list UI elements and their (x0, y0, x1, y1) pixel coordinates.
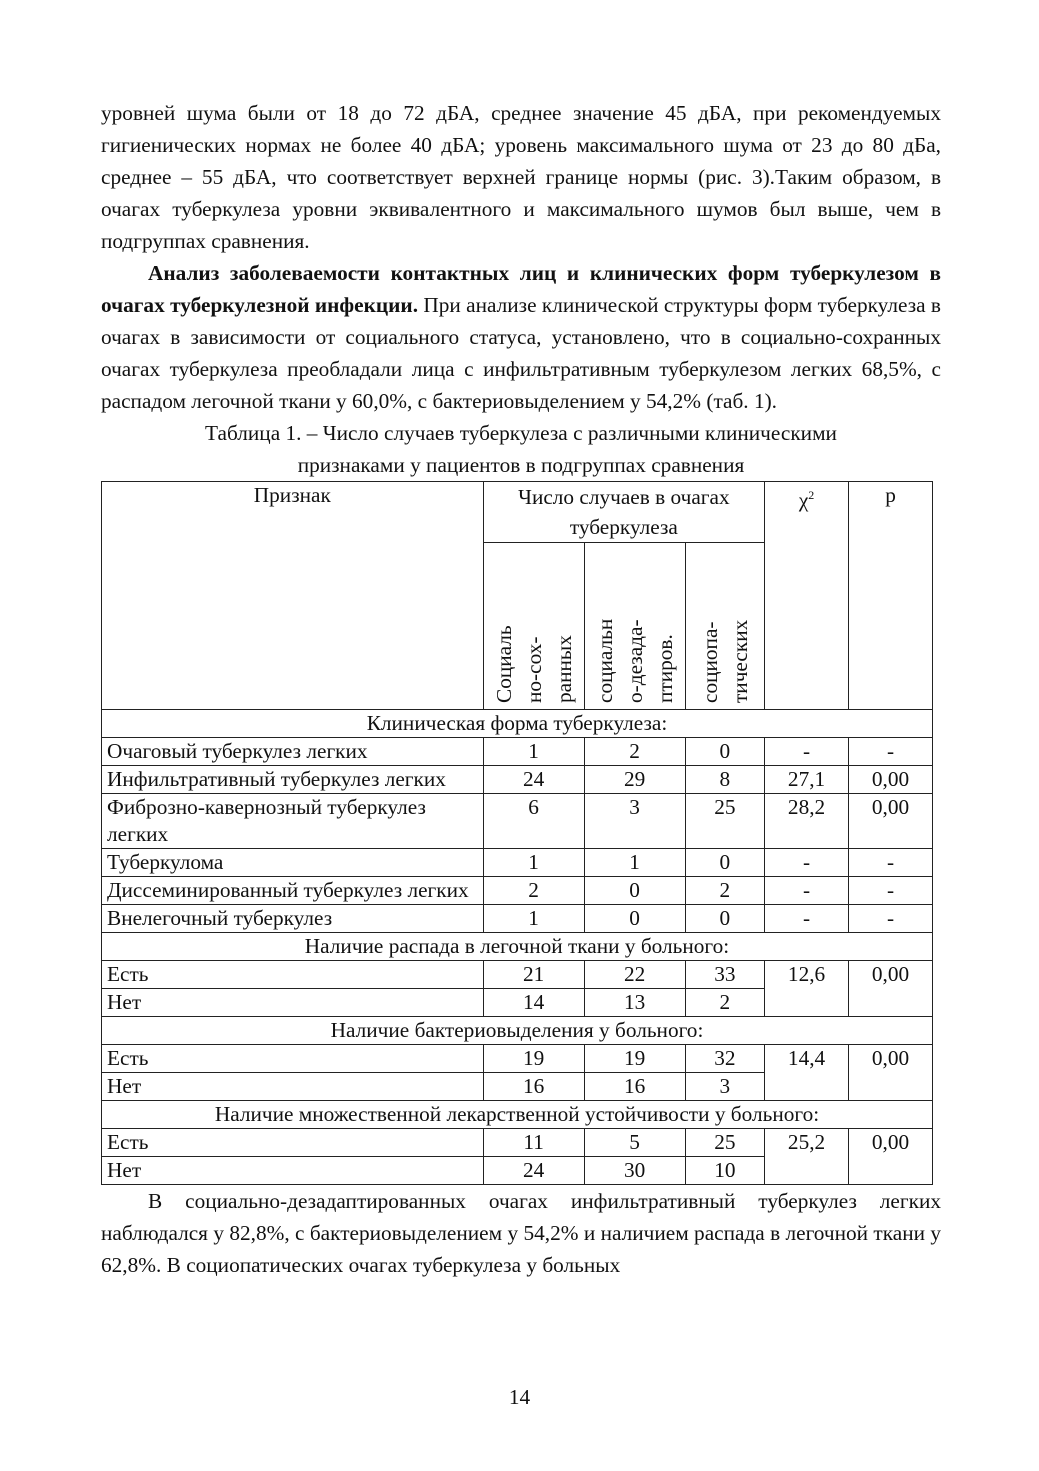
section-title: Наличие бактериовыделения у больного: (102, 1017, 933, 1045)
cell-c3: 0 (685, 849, 765, 877)
cell-c1: 1 (483, 905, 584, 933)
cell-c1: 19 (483, 1045, 584, 1073)
cell-chi: - (765, 877, 849, 905)
cell-p: - (849, 877, 933, 905)
row-label: Фиброзно-кавернозный туберкулез легких (102, 794, 484, 849)
analysis-text: При анализе клинической структуры форм туберкулеза в очагах в зависимости от социального статуса, установлено, что в социально-сохранных очагах туберкулеза преобладали лица с инфильтративным туберкулезом легких 68,5%, с распадом легочной ткани у 60,0%, с бактериовыделением у 54,2% (таб. 1). (101, 293, 941, 413)
cell-c3: 10 (685, 1157, 765, 1185)
cell-c2: 29 (584, 766, 685, 794)
cell-c1: 16 (483, 1073, 584, 1101)
cell-c2: 30 (584, 1157, 685, 1185)
table-row (102, 738, 933, 766)
cell-chi: 12,6 (765, 961, 849, 1017)
table-caption-line1: Таблица 1. – Число случаев туберкулеза с различными клиническими (205, 421, 837, 445)
table-row (102, 961, 933, 989)
header-p: р (849, 482, 933, 710)
table-header-row (102, 482, 933, 543)
header-chi (765, 482, 849, 710)
cell-c3: 2 (685, 877, 765, 905)
cell-p: 0,00 (849, 794, 933, 849)
row-label: Есть (102, 961, 484, 989)
cell-p: 0,00 (849, 961, 933, 1017)
cell-p: - (849, 738, 933, 766)
cell-p: 0,00 (849, 1129, 933, 1185)
header-feature: Признак (102, 482, 484, 710)
cell-c2: 16 (584, 1073, 685, 1101)
cell-c3: 0 (685, 738, 765, 766)
cell-c1: 6 (483, 794, 584, 849)
cell-c2: 19 (584, 1045, 685, 1073)
table-row (102, 1129, 933, 1157)
cell-c1: 2 (483, 877, 584, 905)
row-label: Есть (102, 1129, 484, 1157)
header-col3-text: социопа- тических (697, 619, 752, 703)
cell-c3: 32 (685, 1045, 765, 1073)
cell-chi: 14,4 (765, 1045, 849, 1101)
cell-p: 0,00 (849, 1045, 933, 1101)
row-label: Очаговый туберкулез легких (102, 738, 484, 766)
row-label: Нет (102, 1073, 484, 1101)
cell-c3: 33 (685, 961, 765, 989)
header-col1 (483, 543, 584, 710)
cell-chi: 28,2 (765, 794, 849, 849)
cell-c1: 1 (483, 738, 584, 766)
intro-paragraph: уровней шума были от 18 до 72 дБА, среднее значение 45 дБА, при рекомендуемых гигиенических нормах не более 40 дБА; уровень максимального шума от 23 до 80 дБа, среднее – 55 дБА, что соответствует верхней границе нормы (рис. 3).Таким образом, в очагах туберкулеза уровни эквивалентного и максимального шумов был выше, чем в подгруппах сравнения. (101, 101, 941, 253)
section-row (102, 933, 933, 961)
data-table (101, 481, 933, 1185)
analysis-heading: Анализ заболеваемости контактных лиц и клинических форм туберкулезом в очагах туберкулезной инфекции. (101, 261, 941, 317)
cell-p: 0,00 (849, 766, 933, 794)
cell-c1: 11 (483, 1129, 584, 1157)
header-chi-sup: 2 (808, 488, 815, 502)
row-label: Нет (102, 1157, 484, 1185)
row-label: Инфильтративный туберкулез легких (102, 766, 484, 794)
section-title: Клиническая форма туберкулеза: (102, 710, 933, 738)
header-chi-symbol: χ (798, 488, 809, 513)
section-row (102, 710, 933, 738)
cell-c2: 5 (584, 1129, 685, 1157)
section-row (102, 1017, 933, 1045)
row-label: Внелегочный туберкулез (102, 905, 484, 933)
row-label: Есть (102, 1045, 484, 1073)
cell-c3: 25 (685, 794, 765, 849)
cell-c3: 25 (685, 1129, 765, 1157)
table-row (102, 849, 933, 877)
table-row (102, 766, 933, 794)
row-label: Диссеминированный туберкулез легких (102, 877, 484, 905)
closing-paragraph: В социально-дезадаптированных очагах инфильтративный туберкулез легких наблюдался у 82,8%, с бактериовыделением у 54,2% и наличием распада в легочной ткани у 62,8%. В социопатических очагах туберкулеза у больных (101, 1189, 941, 1277)
cell-c2: 2 (584, 738, 685, 766)
cell-c3: 2 (685, 989, 765, 1017)
cell-c1: 1 (483, 849, 584, 877)
cell-chi: - (765, 738, 849, 766)
cell-c2: 0 (584, 905, 685, 933)
header-col3 (685, 543, 765, 710)
table-caption-line2: признаками у пациентов в подгруппах сравнения (297, 453, 745, 477)
analysis-paragraph (101, 257, 941, 417)
cell-c2: 3 (584, 794, 685, 849)
document-page (101, 97, 941, 1281)
header-col2 (584, 543, 685, 710)
cell-p: - (849, 905, 933, 933)
table-row (102, 1045, 933, 1073)
section-title: Наличие множественной лекарственной устойчивости у больного: (102, 1101, 933, 1129)
cell-chi: - (765, 849, 849, 877)
header-group: Число случаев в очагах туберкулеза (483, 482, 765, 543)
table-row (102, 877, 933, 905)
cell-c1: 14 (483, 989, 584, 1017)
cell-c3: 3 (685, 1073, 765, 1101)
table-row (102, 905, 933, 933)
cell-c1: 24 (483, 766, 584, 794)
row-label: Нет (102, 989, 484, 1017)
header-col2-text: социальн о-дезада- птиров. (592, 618, 677, 703)
cell-c2: 0 (584, 877, 685, 905)
cell-chi: 27,1 (765, 766, 849, 794)
cell-chi: - (765, 905, 849, 933)
cell-p: - (849, 849, 933, 877)
cell-c1: 24 (483, 1157, 584, 1185)
cell-chi: 25,2 (765, 1129, 849, 1185)
table-row (102, 794, 933, 849)
table-caption (101, 417, 941, 481)
cell-c2: 13 (584, 989, 685, 1017)
section-title: Наличие распада в легочной ткани у больного: (102, 933, 933, 961)
row-label: Туберкулома (102, 849, 484, 877)
cell-c3: 0 (685, 905, 765, 933)
cell-c2: 22 (584, 961, 685, 989)
page-number: 14 (508, 1385, 531, 1409)
cell-c3: 8 (685, 766, 765, 794)
section-row (102, 1101, 933, 1129)
cell-c2: 1 (584, 849, 685, 877)
cell-c1: 21 (483, 961, 584, 989)
header-col1-text: Социаль но-сох- ранных (491, 625, 576, 703)
